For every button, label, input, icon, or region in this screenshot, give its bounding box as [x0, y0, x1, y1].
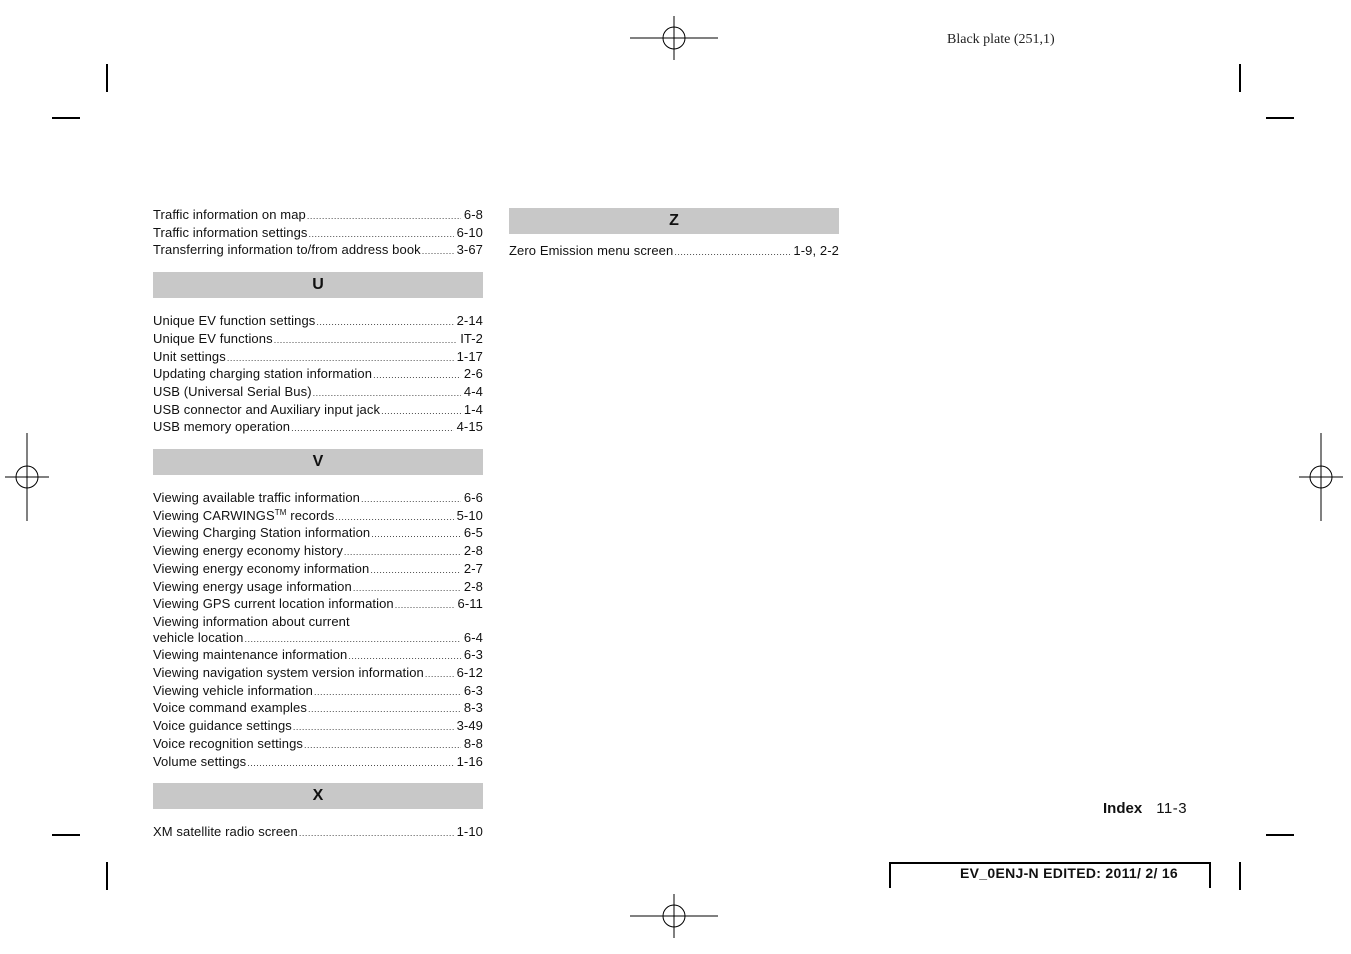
dot-leader: [227, 351, 454, 367]
dot-leader: [307, 209, 461, 225]
entry-page: 5-10: [456, 507, 483, 523]
index-entry[interactable]: [153, 313, 483, 331]
entry-page: 6-10: [456, 224, 483, 240]
crop-mark-bottom-left-vertical: [106, 862, 108, 890]
entry-text: USB connector and Auxiliary input jack: [153, 401, 381, 417]
index-entry[interactable]: [153, 384, 483, 402]
entry-page: 3-67: [456, 242, 483, 258]
entries-u: [153, 313, 483, 437]
index-entry[interactable]: [153, 614, 483, 630]
entry-page: 6-11: [457, 596, 483, 612]
entry-text: vehicle location: [153, 629, 244, 645]
section-header-u: U: [153, 272, 483, 298]
dot-leader: [674, 245, 790, 261]
dot-leader: [425, 667, 454, 683]
entry-text: Viewing vehicle information: [153, 682, 313, 698]
entry-text: Traffic information settings: [153, 224, 308, 240]
entry-text: Viewing energy economy information: [153, 560, 370, 576]
entry-text: Traffic information on map: [153, 207, 306, 222]
index-entry[interactable]: [153, 647, 483, 665]
index-entry[interactable]: [153, 718, 483, 736]
entry-page: 6-8: [463, 207, 483, 222]
index-entry[interactable]: [153, 508, 483, 526]
entry-page: 6-4: [463, 629, 483, 645]
entries-t-continued: [153, 207, 483, 260]
footer-page-number: 11-3: [1156, 800, 1188, 817]
dot-leader: [348, 649, 461, 665]
plate-label: Black plate (251,1): [947, 32, 1055, 47]
entry-text: Volume settings: [153, 753, 247, 769]
dot-leader: [293, 720, 454, 736]
index-entry[interactable]: [153, 525, 483, 543]
index-entry[interactable]: [153, 419, 483, 437]
entry-page: 8-3: [463, 700, 483, 716]
crop-mark-top-left-horizontal: [52, 117, 80, 119]
dot-leader: [422, 244, 454, 260]
index-entry[interactable]: [153, 579, 483, 597]
entries-x: [153, 824, 483, 842]
entry-text-compound: [153, 508, 334, 524]
index-entry[interactable]: [153, 824, 483, 842]
index-entry[interactable]: [153, 207, 483, 225]
entries-z: [509, 243, 839, 261]
dot-leader: [313, 386, 461, 402]
entry-text: XM satellite radio screen: [153, 824, 298, 840]
entry-page: 3-49: [456, 718, 483, 734]
index-entry[interactable]: [153, 700, 483, 718]
entry-text: Viewing GPS current location information: [153, 596, 394, 612]
crop-mark-top-right-horizontal: [1266, 117, 1294, 119]
entry-page: 2-8: [463, 578, 483, 594]
index-entry[interactable]: [509, 243, 839, 261]
index-entry[interactable]: [153, 366, 483, 384]
dot-leader: [381, 404, 461, 420]
dot-leader: [308, 702, 461, 718]
trademark-superscript: TM: [274, 507, 287, 517]
dot-leader: [353, 581, 461, 597]
crop-mark-top-right-vertical: [1239, 64, 1241, 92]
index-entry[interactable]: [153, 490, 483, 508]
entry-page: 6-5: [463, 525, 483, 541]
section-header-x: X: [153, 783, 483, 809]
dot-leader: [247, 756, 453, 772]
index-entry[interactable]: [153, 543, 483, 561]
entry-text: USB memory operation: [153, 419, 291, 435]
index-entry[interactable]: [153, 331, 483, 349]
index-entry[interactable]: [153, 402, 483, 420]
entry-page: 1-16: [456, 753, 483, 769]
entry-text: Zero Emission menu screen: [509, 243, 674, 258]
footer-section-label: Index: [1103, 800, 1143, 817]
entry-page: IT-2: [460, 330, 483, 346]
entry-text: Viewing Charging Station information: [153, 525, 371, 541]
dot-leader: [344, 545, 461, 561]
dot-leader: [309, 227, 454, 243]
section-header-v: V: [153, 449, 483, 475]
dot-leader: [361, 492, 461, 508]
entry-text: Unique EV functions: [153, 330, 273, 346]
registration-mark-right-icon: [1299, 433, 1343, 521]
section-header-z: Z: [509, 208, 839, 234]
index-entry[interactable]: [153, 630, 483, 648]
entry-page: 4-15: [456, 419, 483, 435]
entry-page: 6-12: [456, 665, 483, 681]
dot-leader: [245, 632, 461, 648]
entry-text: Viewing available traffic information: [153, 490, 360, 506]
index-entry[interactable]: [153, 683, 483, 701]
entry-page: 2-6: [463, 366, 483, 382]
entry-text: USB (Universal Serial Bus): [153, 383, 312, 399]
entry-page: 8-8: [463, 735, 483, 751]
index-entry[interactable]: [153, 736, 483, 754]
entry-text: Unique EV function settings: [153, 313, 316, 329]
crop-mark-bottom-right-vertical: [1239, 862, 1241, 890]
entry-text: Viewing energy usage information: [153, 578, 352, 594]
entry-page: 6-3: [463, 647, 483, 663]
dot-leader: [371, 527, 461, 543]
dot-leader: [304, 738, 461, 754]
dot-leader: [314, 685, 461, 701]
entry-page: 1-17: [456, 348, 483, 364]
index-entry[interactable]: [153, 754, 483, 772]
crop-mark-bottom-left-horizontal: [52, 834, 80, 836]
entry-page: 2-8: [463, 543, 483, 559]
entry-page: 6-3: [463, 682, 483, 698]
entry-text: Viewing CARWINGS: [153, 507, 275, 523]
entry-text: Unit settings: [153, 348, 226, 364]
entry-page: 2-14: [456, 313, 483, 329]
entry-text: Viewing information about current: [153, 613, 350, 629]
entries-v: [153, 490, 483, 771]
dot-leader: [299, 826, 454, 842]
index-column-right: [509, 208, 839, 261]
entry-page: 1-4: [463, 401, 483, 417]
index-entry[interactable]: [153, 242, 483, 260]
dot-leader: [373, 368, 461, 384]
entry-text: Viewing maintenance information: [153, 647, 348, 663]
index-entry[interactable]: [153, 349, 483, 367]
index-entry[interactable]: [153, 596, 483, 614]
dot-leader: [370, 563, 461, 579]
entry-page: 1-9, 2-2: [793, 243, 839, 258]
entry-page: 2-7: [463, 560, 483, 576]
entry-text: Updating charging station information: [153, 366, 373, 382]
crop-mark-top-left-vertical: [106, 64, 108, 92]
entry-text: Voice recognition settings: [153, 735, 304, 751]
registration-mark-bottom-icon: [630, 894, 718, 938]
dot-leader: [291, 421, 453, 437]
entry-page: 6-6: [463, 490, 483, 506]
index-entry[interactable]: [153, 225, 483, 243]
entry-text: Viewing navigation system version information: [153, 665, 424, 681]
footer-page-label: [1103, 800, 1187, 817]
dot-leader: [335, 510, 453, 526]
entry-page: 1-10: [456, 824, 483, 840]
entry-text-after: records: [286, 507, 335, 523]
dot-leader: [316, 315, 453, 331]
edition-label: EV_0ENJ-N EDITED: 2011/ 2/ 16: [960, 865, 1179, 881]
dot-leader: [274, 333, 458, 349]
entry-page: 4-4: [463, 383, 483, 399]
entry-text: Transferring information to/from address book: [153, 242, 421, 258]
dot-leader: [395, 598, 455, 614]
registration-mark-top-icon: [630, 16, 718, 60]
crop-mark-bottom-right-horizontal: [1266, 834, 1294, 836]
entry-text: Voice command examples: [153, 700, 307, 716]
index-entry[interactable]: [153, 665, 483, 683]
registration-mark-left-icon: [5, 433, 49, 521]
entry-text: Viewing energy economy history: [153, 543, 343, 559]
index-column-left: [153, 207, 483, 842]
index-entry[interactable]: [153, 561, 483, 579]
entry-text: Voice guidance settings: [153, 718, 292, 734]
